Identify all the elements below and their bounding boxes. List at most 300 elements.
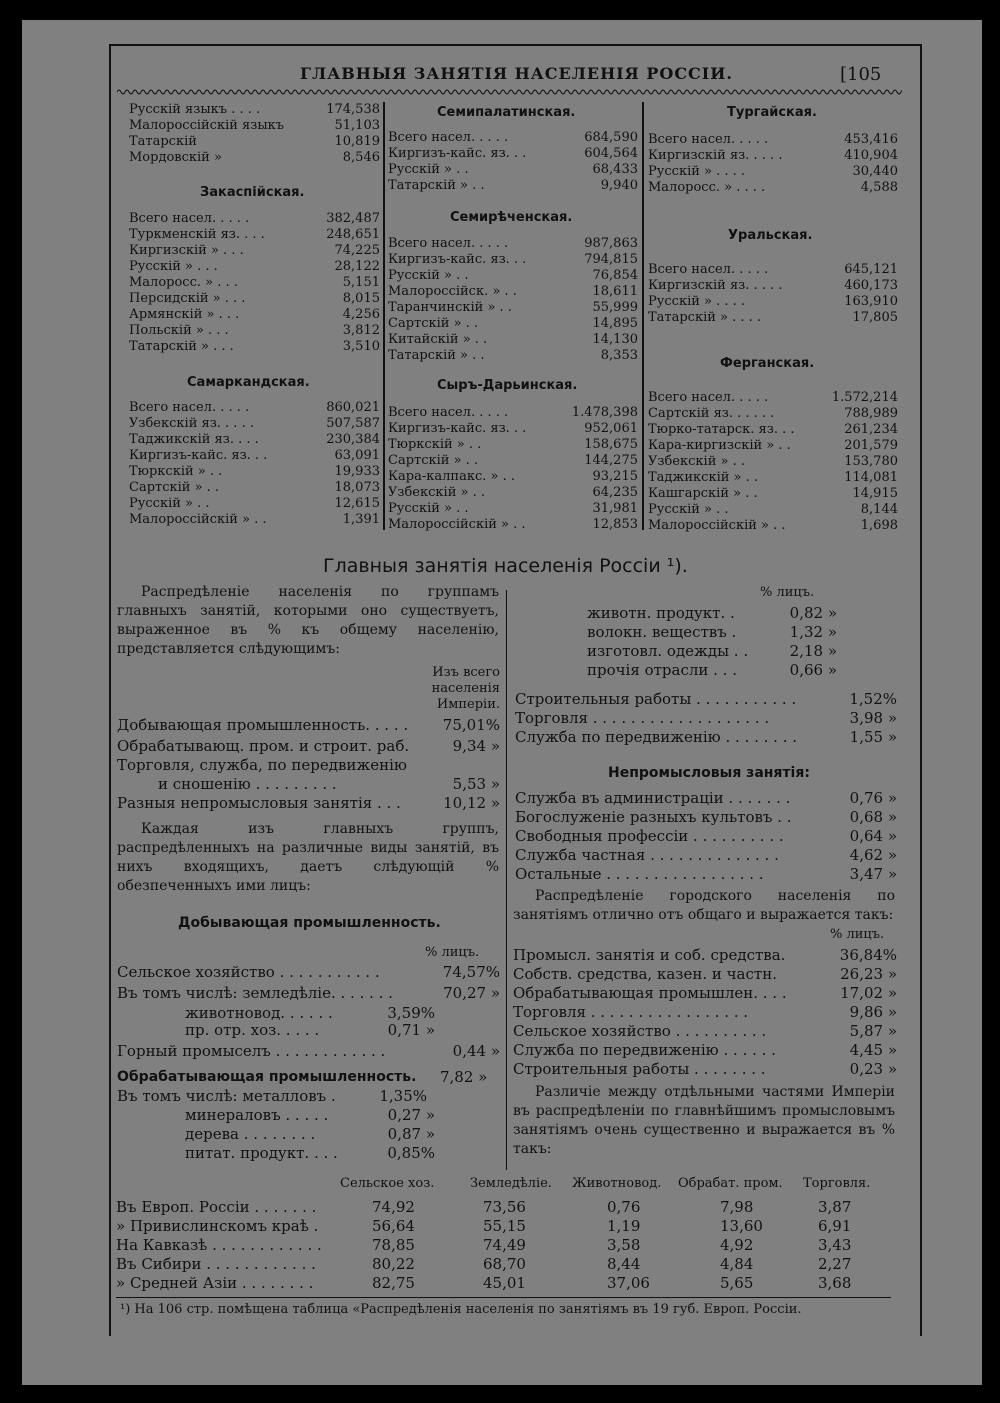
region-row-label: Киргизскій » . . . xyxy=(129,243,244,258)
region-row xyxy=(388,284,638,300)
region-row-label: Всего насел. . . . . xyxy=(648,262,769,277)
region-row-value: 794,815 xyxy=(584,252,638,267)
mining-row xyxy=(185,1004,435,1022)
region-row-label: Татарскій xyxy=(129,134,197,149)
region-row-label: Русскій » . . . xyxy=(129,259,218,274)
region-row-label: Киргизъ-кайс. яз. . . xyxy=(388,146,527,161)
table-header: Торговля. xyxy=(803,1176,871,1191)
sub-row-value: 2,18 » xyxy=(789,642,837,660)
table-cell: 13,60 xyxy=(720,1217,763,1235)
nonprod-row xyxy=(515,789,897,807)
running-title: ГЛАВНЫЯ ЗАНЯТІЯ НАСЕЛЕНІЯ РОССІИ. xyxy=(300,64,733,83)
trade-row-value: 3,98 » xyxy=(849,709,897,727)
city-pct-head: % лицъ. xyxy=(830,927,885,942)
group-row-label: Торговля, служба, по передвиженію xyxy=(117,756,407,774)
city-row-label: Сельское хозяйство . . . . . . . . . . xyxy=(513,1022,767,1040)
section-title: Главныя занятія населенія Россіи ¹). xyxy=(323,555,688,577)
region-row xyxy=(388,453,638,469)
region-row-label: Малоросс. » . . . xyxy=(129,275,238,290)
manufacturing-row xyxy=(117,1087,427,1105)
city-row-value: 4,45 » xyxy=(849,1041,897,1059)
region-row-value: 987,863 xyxy=(584,236,638,251)
region-row-label: Всего насел. . . . . xyxy=(129,400,250,415)
manufacturing-row-label: дерева . . . . . . . . xyxy=(185,1125,316,1143)
city-row-label: Собств. средства, казен. и частн. xyxy=(513,965,777,983)
region-row xyxy=(648,470,898,486)
mining-row-label: пр. отр. хоз. . . . . xyxy=(185,1021,320,1039)
region-row xyxy=(648,132,898,148)
nonprod-row-label: Богослуженіе разныхъ культовъ . . xyxy=(515,808,792,826)
city-row xyxy=(513,1060,897,1078)
region-row xyxy=(388,421,638,437)
region-row-value: 3,510 xyxy=(342,339,380,354)
region-row-value: 18,073 xyxy=(334,480,380,495)
region-row xyxy=(129,416,380,432)
region-row-label: Сартскій » . . xyxy=(388,453,479,468)
table-cell: 68,70 xyxy=(483,1255,526,1273)
group-row xyxy=(158,775,500,793)
region-title: Уральская. xyxy=(728,228,813,243)
region-row-value: 28,122 xyxy=(334,259,380,274)
region-row-label: Таранчинскій » . . xyxy=(388,300,512,315)
region-row xyxy=(648,502,898,518)
region-title: Тургайская. xyxy=(727,105,817,120)
column-divider-1 xyxy=(383,102,385,530)
sub-row xyxy=(587,642,837,660)
city-row-value: 17,02 » xyxy=(840,984,897,1002)
region-row-value: 55,999 xyxy=(592,300,638,315)
region-row xyxy=(648,164,898,180)
region-row-value: 1.572,214 xyxy=(831,390,898,405)
table-cell: 6,91 xyxy=(818,1217,852,1235)
sub-row-label: изготовл. одежды . . xyxy=(587,642,749,660)
region-row-label: Всего насел. . . . . xyxy=(648,390,769,405)
table-header: Обрабат. пром. xyxy=(678,1176,783,1191)
page-number: [105 xyxy=(840,64,882,85)
region-row-label: Малороссійскій » . . xyxy=(388,517,526,532)
region-row xyxy=(129,496,380,512)
table-cell: 5,65 xyxy=(720,1274,754,1292)
manufacturing-row xyxy=(185,1106,435,1124)
region-row-label: Узбекскій » . . xyxy=(388,485,485,500)
nonprod-heading: Непромысловыя занятія: xyxy=(608,765,810,781)
region-row xyxy=(129,512,380,528)
city-row-value: 9,86 » xyxy=(849,1003,897,1021)
nonprod-row xyxy=(515,808,897,826)
table-cell: 80,22 xyxy=(372,1255,415,1273)
region-row-value: 163,910 xyxy=(844,294,898,309)
mining-row-label: животновод. . . . . . xyxy=(185,1004,333,1022)
region-row-value: 860,021 xyxy=(326,400,380,415)
table-row xyxy=(116,1255,886,1275)
pct-head-right: % лицъ. xyxy=(760,585,815,600)
region-row-label: Русскій » . . . . xyxy=(648,294,746,309)
row-label: » Средней Азіи . . . . . . . . xyxy=(116,1274,314,1292)
region-row xyxy=(388,348,638,364)
row-label: Въ Сибири . . . . . . . . . . . . xyxy=(116,1255,316,1273)
mining-row-value: 70,27 » xyxy=(443,984,500,1002)
region-row xyxy=(388,517,638,533)
region-row-value: 1.478,398 xyxy=(571,405,638,420)
region-row xyxy=(129,432,380,448)
region-row xyxy=(388,162,638,178)
region-row-label: Мордовскій » xyxy=(129,150,222,165)
intro-paragraph: Распредѣленіе населенія по группамъ главныхъ занятій, которыми оно существуетъ, выраженное въ % къ общему населенію, представляется слѣдующимъ: xyxy=(117,584,499,657)
region-title: Семипалатинская. xyxy=(437,105,576,120)
manufacturing-row-label: питат. продукт. . . . xyxy=(185,1144,338,1162)
region-row-value: 10,819 xyxy=(334,134,380,149)
city-row-value: 26,23 » xyxy=(840,965,897,983)
region-row-label: Русскій » . . xyxy=(129,496,210,511)
region-title: Ферганская. xyxy=(720,356,815,371)
region-row xyxy=(648,390,898,406)
group-row-value: 10,12 » xyxy=(443,794,500,812)
region-row-label: Тюркскій » . . xyxy=(388,437,482,452)
region-row-label: Киргизскій яз. . . . . xyxy=(648,148,783,163)
manufacturing-row xyxy=(185,1125,435,1143)
table-cell: 3,43 xyxy=(818,1236,852,1254)
region-row-value: 153,780 xyxy=(844,454,898,469)
region-row-value: 114,081 xyxy=(844,470,898,485)
region-row-label: Русскій языкъ . . . . xyxy=(129,102,261,117)
region-row-label: Малороссійскій языкъ xyxy=(129,118,285,133)
region-row-label: Всего насел. . . . . xyxy=(388,405,509,420)
footnote-rule xyxy=(116,1297,891,1298)
empire-column-head: Изъ всего населенія Имперіи. xyxy=(431,665,500,712)
region-row-value: 4,256 xyxy=(342,307,380,322)
manufacturing-heading: Обрабатывающая промышленность. xyxy=(117,1069,417,1085)
region-row-value: 1,698 xyxy=(860,518,898,533)
city-row xyxy=(513,1022,897,1040)
mining-row xyxy=(117,963,500,981)
table-cell: 3,68 xyxy=(818,1274,852,1292)
region-row-value: 460,173 xyxy=(844,278,898,293)
mining-row-value: 0,71 » xyxy=(387,1021,435,1039)
region-row-value: 645,121 xyxy=(844,262,898,277)
region-row-label: Малороссійск. » . . xyxy=(388,284,517,299)
manufacturing-row-label: Въ томъ числѣ: металловъ . xyxy=(117,1087,336,1105)
region-row-label: Всего насел. . . . . xyxy=(129,211,250,226)
group-row-value: 75,01% xyxy=(442,716,500,734)
nonprod-row-value: 0,64 » xyxy=(849,827,897,845)
nonprod-row xyxy=(515,827,897,845)
row-label: » Привислинскомъ краѣ . xyxy=(116,1217,319,1235)
sub-row-label: волокн. веществъ . xyxy=(587,623,737,641)
region-row-value: 684,590 xyxy=(584,130,638,145)
table-cell: 8,44 xyxy=(607,1255,641,1273)
region-row xyxy=(129,211,380,227)
mining-row-label: Горный промыселъ . . . . . . . . . . . . xyxy=(117,1042,386,1060)
table-row xyxy=(116,1274,886,1294)
region-row-value: 14,915 xyxy=(852,486,898,501)
region-title: Закаспійская. xyxy=(200,185,305,200)
region-row-value: 8,144 xyxy=(860,502,898,517)
region-row xyxy=(129,400,380,416)
region-row-label: Татарскій » . . . xyxy=(129,339,234,354)
sub-row-value: 1,32 » xyxy=(789,623,837,641)
group-row-label: Обрабатывающ. пром. и строит. раб. xyxy=(117,737,410,755)
trade-row-value: 1,55 » xyxy=(849,728,897,746)
mining-row-value: 3,59% xyxy=(387,1004,435,1022)
region-row-label: Татарскій » . . . . xyxy=(648,310,762,325)
region-row-label: Сартскій » . . xyxy=(129,480,220,495)
table-cell: 7,98 xyxy=(720,1198,754,1216)
region-row-value: 230,384 xyxy=(326,432,380,447)
region-row xyxy=(648,148,898,164)
region-row-value: 410,904 xyxy=(844,148,898,163)
nonprod-row-value: 3,47 » xyxy=(849,865,897,883)
mining-row xyxy=(117,984,500,1002)
region-row xyxy=(388,316,638,332)
region-row xyxy=(388,178,638,194)
city-row-value: 36,84% xyxy=(839,946,897,964)
region-row-label: Тюрко-татарск. яз. . . xyxy=(648,422,795,437)
region-title: Семирѣченская. xyxy=(450,210,573,225)
region-row-value: 63,091 xyxy=(334,448,380,463)
trade-row-label: Служба по передвиженію . . . . . . . . xyxy=(515,728,798,746)
trade-row xyxy=(515,690,897,708)
table-cell: 3,58 xyxy=(607,1236,641,1254)
city-row-label: Торговля . . . . . . . . . . . . . . . . . xyxy=(513,1003,749,1021)
region-row xyxy=(129,150,380,166)
region-row-value: 453,416 xyxy=(844,132,898,147)
city-row-label: Промысл. занятія и соб. средства. xyxy=(513,946,786,964)
mining-row-value: 0,44 » xyxy=(452,1042,500,1060)
trade-row-label: Строительныя работы . . . . . . . . . . . xyxy=(515,690,797,708)
region-row xyxy=(388,146,638,162)
region-row-label: Кара-киргизскій » . . xyxy=(648,438,791,453)
region-row xyxy=(129,291,380,307)
table-row xyxy=(116,1236,886,1256)
trade-row xyxy=(515,709,897,727)
table-cell: 73,56 xyxy=(483,1198,526,1216)
region-row-label: Татарскій » . . xyxy=(388,348,485,363)
nonprod-row-value: 0,76 » xyxy=(849,789,897,807)
city-row xyxy=(513,946,897,964)
table-cell: 78,85 xyxy=(372,1236,415,1254)
region-row-label: Малоросс. » . . . . xyxy=(648,180,766,195)
region-row xyxy=(129,227,380,243)
sub-row-value: 0,82 » xyxy=(789,604,837,622)
region-row xyxy=(648,180,898,196)
region-row xyxy=(129,259,380,275)
city-row-value: 5,87 » xyxy=(849,1022,897,1040)
column-divider-2 xyxy=(642,102,644,530)
region-row xyxy=(129,102,380,118)
region-row xyxy=(129,307,380,323)
city-row xyxy=(513,984,897,1002)
region-row-value: 19,933 xyxy=(334,464,380,479)
table-cell: 4,92 xyxy=(720,1236,754,1254)
region-row-label: Всего насел. . . . . xyxy=(388,130,509,145)
region-row-value: 18,611 xyxy=(592,284,638,299)
footnote: ¹) На 106 стр. помѣщена таблица «Распредѣленія населенія по занятіямъ въ 19 губ. Европ. Россіи. xyxy=(120,1302,802,1317)
region-row-value: 604,564 xyxy=(584,146,638,161)
region-row-value: 144,275 xyxy=(584,453,638,468)
manufacturing-row-value: 1,35% xyxy=(379,1087,427,1105)
region-row xyxy=(388,485,638,501)
manufacturing-row xyxy=(185,1144,435,1162)
region-row xyxy=(388,501,638,517)
region-row-value: 12,615 xyxy=(334,496,380,511)
region-row-label: Русскій » . . xyxy=(388,268,469,283)
region-row-label: Киргизъ-кайс. яз. . . xyxy=(129,448,268,463)
region-row-value: 1,391 xyxy=(342,512,380,527)
region-row-value: 14,130 xyxy=(592,332,638,347)
sub-row-label: животн. продукт. . xyxy=(587,604,735,622)
region-row-value: 76,854 xyxy=(592,268,638,283)
region-row xyxy=(388,300,638,316)
region-row-value: 248,651 xyxy=(326,227,380,242)
region-row-label: Киргизъ-кайс. яз. . . xyxy=(388,421,527,436)
region-row-label: Сартскій » . . xyxy=(388,316,479,331)
table-cell: 74,49 xyxy=(483,1236,526,1254)
region-row xyxy=(388,130,638,146)
nonprod-row-value: 0,68 » xyxy=(849,808,897,826)
region-row-value: 51,103 xyxy=(334,118,380,133)
region-row-value: 8,015 xyxy=(342,291,380,306)
region-row-label: Киргизъ-кайс. яз. . . xyxy=(388,252,527,267)
region-row-label: Русскій » . . xyxy=(388,162,469,177)
region-row-value: 12,853 xyxy=(592,517,638,532)
sub-row-value: 0,66 » xyxy=(789,661,837,679)
nonprod-row-label: Служба частная . . . . . . . . . . . . . . xyxy=(515,846,779,864)
manufacturing-row-value: 0,27 » xyxy=(387,1106,435,1124)
trade-row xyxy=(515,728,897,746)
region-row xyxy=(129,134,380,150)
region-row-value: 8,546 xyxy=(342,150,380,165)
region-row xyxy=(648,454,898,470)
region-row-value: 68,433 xyxy=(592,162,638,177)
region-row xyxy=(388,268,638,284)
region-row xyxy=(648,486,898,502)
nonprod-row-label: Остальные . . . . . . . . . . . . . . . . . xyxy=(515,865,764,883)
mining-heading: Добывающая промышленность. xyxy=(178,915,441,931)
table-cell: 0,76 xyxy=(607,1198,641,1216)
group-row-label: Разныя непромысловыя занятія . . . xyxy=(117,794,401,812)
city-row xyxy=(513,1041,897,1059)
region-row xyxy=(648,438,898,454)
region-row-value: 952,061 xyxy=(584,421,638,436)
region-row xyxy=(648,406,898,422)
mining-row-label: Въ томъ числѣ: земледѣліе. . . . . . . xyxy=(117,984,393,1002)
region-row xyxy=(129,448,380,464)
region-row-label: Малороссійскій » . . xyxy=(648,518,786,533)
region-row-label: Сартскій яз. . . . . . xyxy=(648,406,775,421)
table-cell: 56,64 xyxy=(372,1217,415,1235)
region-row-label: Туркменскій яз. . . . xyxy=(129,227,265,242)
region-row xyxy=(129,243,380,259)
group-row xyxy=(117,756,500,774)
table-cell: 82,75 xyxy=(372,1274,415,1292)
region-row-label: Всего насел. . . . . xyxy=(648,132,769,147)
region-row-label: Китайскій » . . xyxy=(388,332,488,347)
region-row xyxy=(648,422,898,438)
manufacturing-row-value: 0,87 » xyxy=(387,1125,435,1143)
region-row-label: Русскій » . . . . xyxy=(648,164,746,179)
region-row-value: 74,225 xyxy=(334,243,380,258)
region-row-label: Татарскій » . . xyxy=(388,178,485,193)
region-row-value: 93,215 xyxy=(592,469,638,484)
region-row xyxy=(129,464,380,480)
sub-row xyxy=(587,604,837,622)
group-row xyxy=(117,716,500,734)
region-row xyxy=(129,339,380,355)
region-row-value: 64,235 xyxy=(592,485,638,500)
region-row-label: Кара-калпакс. » . . xyxy=(388,469,515,484)
table-cell: 4,84 xyxy=(720,1255,754,1273)
group-row-label: и сношенію . . . . . . . . . xyxy=(158,775,337,793)
group-row xyxy=(117,794,500,812)
table-header: Сельское хоз. xyxy=(340,1176,435,1191)
region-row-value: 158,675 xyxy=(584,437,638,452)
region-row-label: Узбекскій яз. . . . . xyxy=(129,416,254,431)
city-row-label: Обрабатывающая промышлен. . . . xyxy=(513,984,787,1002)
region-row-label: Кашгарскій » . . xyxy=(648,486,758,501)
mining-row-label: Сельское хозяйство . . . . . . . . . . . xyxy=(117,963,380,981)
table-cell: 74,92 xyxy=(372,1198,415,1216)
sub-row xyxy=(587,661,837,679)
region-row-value: 5,151 xyxy=(342,275,380,290)
sub-row xyxy=(587,623,837,641)
region-row-value: 8,353 xyxy=(600,348,638,363)
table-header: Животновод. xyxy=(572,1176,662,1191)
diff-paragraph: Различіе между отдѣльными частями Имперіи въ распредѣленіи по главнѣйшимъ промысловымъ занятіямъ очень существенно и выражается въ % такъ: xyxy=(513,1084,895,1157)
city-row-value: 0,23 » xyxy=(849,1060,897,1078)
region-row-label: Армянскій » . . . xyxy=(129,307,240,322)
table-cell: 55,15 xyxy=(483,1217,526,1235)
group-row-value: 9,34 » xyxy=(452,737,500,755)
sub-row-label: прочія отрасли . . . xyxy=(587,661,737,679)
nonprod-row-label: Свободныя профессіи . . . . . . . . . . xyxy=(515,827,784,845)
table-cell: 45,01 xyxy=(483,1274,526,1292)
region-row-value: 382,487 xyxy=(326,211,380,226)
wavy-rule xyxy=(117,88,902,96)
city-row-label: Строительныя работы . . . . . . . . xyxy=(513,1060,766,1078)
region-row-label: Узбекскій » . . xyxy=(648,454,745,469)
region-row xyxy=(388,469,638,485)
region-row xyxy=(648,278,898,294)
row-label: На Кавказѣ . . . . . . . . . . . . xyxy=(116,1236,322,1254)
region-row-value: 30,440 xyxy=(852,164,898,179)
table-row xyxy=(116,1217,886,1237)
region-row-value: 9,940 xyxy=(600,178,638,193)
group-row-value: 5,53 » xyxy=(452,775,500,793)
region-row xyxy=(388,236,638,252)
region-row-label: Всего насел. . . . . xyxy=(388,236,509,251)
manufacturing-value: 7,82 » xyxy=(440,1068,488,1086)
table-header: Земледѣліе. xyxy=(470,1176,552,1191)
nonprod-row xyxy=(515,865,897,883)
city-row xyxy=(513,1003,897,1021)
region-row xyxy=(648,294,898,310)
region-row xyxy=(648,262,898,278)
region-row-label: Малороссійскій » . . xyxy=(129,512,267,527)
table-cell: 2,27 xyxy=(818,1255,852,1273)
region-row xyxy=(388,252,638,268)
region-title: Сыръ-Дарьинская. xyxy=(437,378,578,393)
nonprod-row-value: 4,62 » xyxy=(849,846,897,864)
city-paragraph: Распредѣленіе городского населенія по занятіямъ отлично отъ общаго и выражается такъ: xyxy=(513,888,895,923)
region-row-value: 507,587 xyxy=(326,416,380,431)
group-row xyxy=(117,737,500,755)
region-row-value: 31,981 xyxy=(592,501,638,516)
manufacturing-row-label: минераловъ . . . . . xyxy=(185,1106,329,1124)
region-row xyxy=(388,332,638,348)
region-row-label: Русскій » . . xyxy=(648,502,729,517)
region-row-value: 17,805 xyxy=(852,310,898,325)
manufacturing-row-value: 0,85% xyxy=(387,1144,435,1162)
